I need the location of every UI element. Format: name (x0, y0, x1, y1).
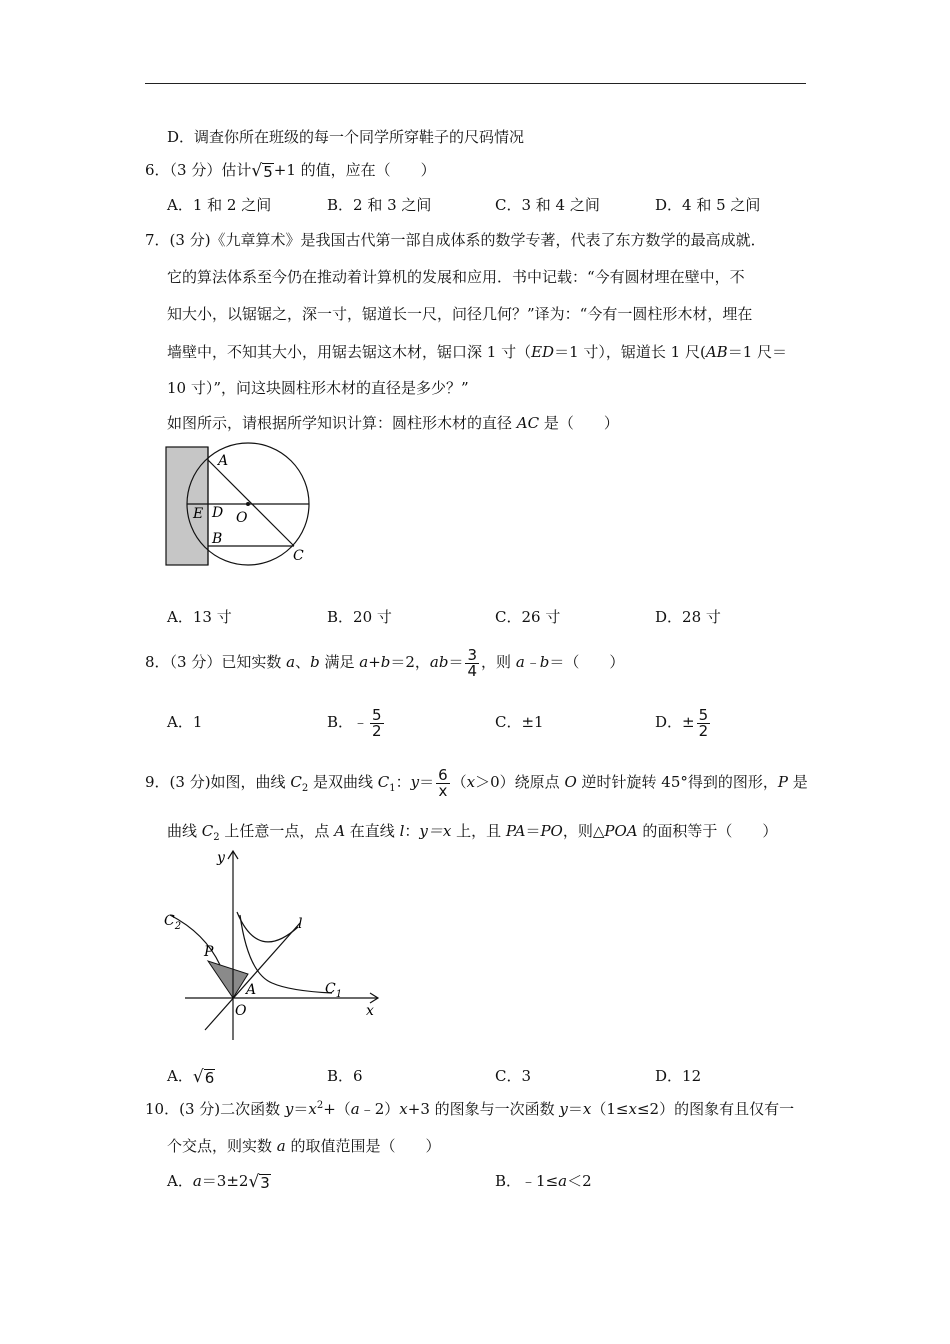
label-l: l (298, 916, 303, 932)
q10-option-a: A．a＝3±2 √ 3 (167, 1172, 270, 1192)
label-c1: $C_1$ (325, 981, 343, 1000)
q6-option-a: A．1 和 2 之间 (167, 196, 272, 214)
q9-option-c: C．3 (495, 1067, 532, 1085)
q9-option-b: B．6 (327, 1067, 363, 1085)
q10-line-1: 10．(3 分)二次函数 $y=x^2+(a﹣2)x+3$ 的图象与一次函数 y＝x（1≤x≤2）的图象有且仅有一 (145, 1100, 795, 1118)
q6-option-b: B．2 和 3 之间 (327, 196, 432, 214)
q7-line-1: 7．(3 分)《九章算术》是我国古代第一部自成体系的数学专著，代表了东方数学的最高成就． (145, 231, 766, 249)
q10-line-2: 个交点，则实数 a 的取值范围是（ ） (167, 1137, 441, 1155)
q7-circle-figure (160, 440, 320, 570)
q7-line-5: 10 寸）”，问这块圆柱形木材的直径是多少？” (167, 379, 469, 397)
q8-stem: 8．（3 分）已知实数 a、b 满足 a+b＝2，ab＝ $\frac{3}{4}$ ，则 a﹣b＝（ ） (145, 645, 625, 680)
q7-option-a: A．13 寸 (167, 608, 232, 626)
label-c: C (293, 548, 304, 564)
q8-option-b: B．﹣ $\frac{5}{2}$ (327, 705, 382, 740)
label-d: D (212, 505, 224, 521)
center-dot (246, 502, 250, 506)
label-b: B (212, 531, 223, 547)
curve-c2-right (237, 912, 298, 942)
q7-line-4: 墙壁中，不知其大小，用锯去锯这木材，锯口深 1 寸（ED＝1 寸），锯道长 1 尺(AB＝1 尺＝ (167, 343, 787, 361)
label-x: x (366, 1003, 374, 1019)
fraction-3-4: $\frac{3}{4}$ (467, 645, 478, 680)
label-a: A (218, 453, 229, 469)
triangle-poa (208, 961, 248, 998)
q6-option-c: C．3 和 4 之间 (495, 196, 600, 214)
label-o: O (236, 510, 248, 526)
label-a: A (246, 982, 257, 998)
label-e: E (193, 506, 204, 522)
q5-option-d: D．调查你所在班级的每一个同学所穿鞋子的尺码情况 (167, 128, 525, 146)
q7-option-d: D．28 寸 (655, 608, 721, 626)
q7-line-6: 如图所示，请根据所学知识计算：圆柱形木材的直径 AC 是（ ） (167, 414, 619, 432)
q7-line-2: 它的算法体系至今仍在推动着计算机的发展和应用．书中记载：“今有圆材埋在壁中，不 (167, 268, 745, 286)
label-y: y (217, 850, 225, 866)
q6-option-d: D．4 和 5 之间 (655, 196, 761, 214)
q9-option-a: A． √ 6 (167, 1067, 215, 1087)
q8-option-d: D．± $\frac{5}{2}$ (655, 705, 709, 740)
q9-coordinate-figure (160, 845, 390, 1045)
label-c2: $C_2$ (164, 913, 182, 932)
q9-line-2: 曲线 $C_2$ 上任意一点，点 A 在直线 l：y＝x 上，且 PA＝PO，则△POA 的面积等于（ ） (167, 822, 778, 843)
q10-option-b: B．﹣1≤a＜2 (495, 1172, 592, 1190)
q8-option-c: C．±1 (495, 713, 544, 731)
label-p: P (204, 944, 214, 960)
q7-line-3: 知大小，以锯锯之，深一寸，锯道长一尺，问径几何？”译为：“今有一圆柱形木材，埋在 (167, 305, 753, 323)
q7-option-c: C．26 寸 (495, 608, 561, 626)
q9-option-d: D．12 (655, 1067, 702, 1085)
q8-option-a: A．1 (167, 713, 203, 731)
q7-option-b: B．20 寸 (327, 608, 392, 626)
q9-line-1: 9．(3 分)如图，曲线 $C_2$ 是双曲线 $C_1$：y＝ $\frac{6}{x}$ （x＞0）绕原点 O 逆时针旋转 45°得到的图形，P 是 (145, 765, 808, 800)
q6-stem: 6．（3 分）估计 √ 5 +1 的值，应在（ ） (145, 161, 436, 181)
label-o: O (235, 1003, 247, 1019)
header-rule (145, 83, 806, 84)
sqrt-5: √ 5 (251, 161, 273, 181)
